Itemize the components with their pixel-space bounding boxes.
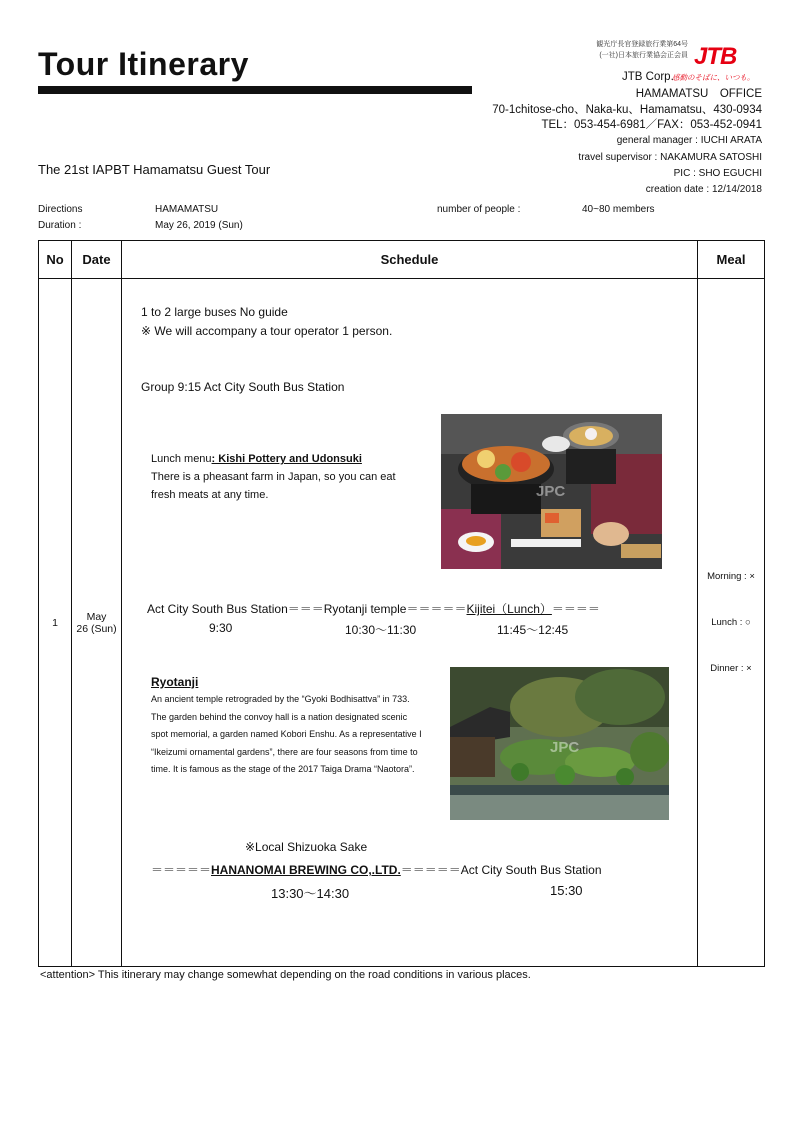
schedule-cell	[122, 279, 698, 967]
header-schedule: Schedule	[122, 241, 698, 279]
page-title: Tour Itinerary	[38, 46, 249, 82]
route-1	[147, 600, 600, 617]
registration-line-2: (一社)日本旅行業協会正会員	[599, 52, 688, 59]
row-date-day: 26 (Sun)	[76, 622, 117, 635]
office-address: 70-1chitose-cho、Naka-ku、Hamamatsu、430-0934	[492, 104, 762, 116]
lunch-desc-line-1: There is a pheasant farm in Japan, so you can eat	[151, 471, 396, 483]
lunch-menu-label: Lunch menu	[151, 453, 212, 465]
route-1-separator-2: ＝＝＝＝＝	[406, 602, 467, 616]
attention-note: <attention> This itinerary may change somewhat depending on the road conditions in various places.	[40, 969, 531, 981]
group-meeting: Group 9:15 Act City South Bus Station	[141, 380, 345, 394]
duration-value: May 26, 2019 (Sun)	[155, 220, 243, 231]
route-1-separator-3: ＝＝＝＝	[551, 602, 600, 616]
header-meal: Meal	[698, 241, 765, 279]
people-label: number of people :	[437, 204, 521, 215]
route-1-stop-2: Ryotanji temple	[323, 602, 407, 616]
people-value: 40~80 members	[582, 204, 655, 215]
meal-dinner: Dinner : ×	[710, 663, 752, 674]
lunch-photo-watermark: JPC	[536, 483, 566, 500]
meal-cell	[698, 279, 765, 967]
creation-date: creation date : 12/14/2018	[645, 184, 762, 195]
meal-lunch: Lunch : ○	[711, 617, 751, 628]
duration-label: Duration :	[38, 220, 82, 231]
route-1-stop-1: Act City South Bus Station	[147, 602, 288, 616]
ryotanji-description: An ancient temple retrograded by the “Gyoki Bodhisattva” in 733. The garden behind the convoy hall is a nation designated scenic spot memorial, a garden named Kobori Enshu. As a representative I “Ikeizumi ornamental gardens”, there are four seasons from time to time. It is famous as the stage of the 2017 Taiga Drama “Naotora”.	[151, 694, 422, 774]
lunch-photo-image	[441, 414, 662, 569]
route-1-stop-3: Kijitei（Lunch）	[466, 602, 552, 616]
header-date: Date	[72, 241, 122, 279]
route-1-time-3: 11:45～12:45	[497, 623, 569, 637]
row-no-value: 1	[52, 616, 58, 629]
title-underline	[38, 86, 472, 94]
directions-label: Directions	[38, 204, 83, 215]
pic: PIC : SHO EGUCHI	[673, 168, 762, 179]
route-2-time-2: 15:30	[550, 883, 583, 898]
operator-note: ※ We will accompany a tour operator 1 person.	[141, 324, 393, 338]
lunch-menu	[151, 453, 362, 465]
ryotanji-photo-watermark: JPC	[550, 739, 580, 756]
route-1-time-2: 10:30～11:30	[345, 623, 417, 637]
table-row	[39, 279, 765, 967]
general-manager: general manager : IUCHI ARATA	[616, 135, 762, 146]
row-date-month: May	[86, 610, 107, 623]
route-2-stop-1: HANANOMAI BREWING CO,.LTD.	[211, 863, 401, 877]
ryotanji-photo	[450, 667, 669, 820]
header-no: No	[39, 241, 72, 279]
travel-supervisor: travel supervisor : NAKAMURA SATOSHI	[578, 152, 762, 163]
table-header-row	[39, 241, 765, 279]
meal-morning: Morning : ×	[707, 571, 755, 582]
registration-line-1: 観光庁長官登録旅行業第64号	[596, 41, 688, 48]
company-name: JTB Corp.	[622, 71, 674, 83]
directions-value: HAMAMATSU	[155, 204, 219, 215]
route-2	[151, 861, 602, 878]
office-name: HAMAMATSU OFFICE	[635, 88, 762, 100]
row-no	[39, 279, 72, 967]
lunch-desc-line-2: fresh meats at any time.	[151, 489, 269, 501]
route-1-time-1: 9:30	[209, 621, 233, 635]
jtb-tagline: 感動のそばに、いつも。	[672, 73, 755, 82]
jtb-logo-text: JTB	[694, 43, 737, 70]
route-2-time-1: 13:30～14:30	[271, 886, 350, 901]
ryotanji-photo-image	[450, 667, 669, 820]
route-2-stop-2: Act City South Bus Station	[460, 863, 602, 877]
office-phone: TEL：053-454-6981／FAX：053-452-0941	[541, 119, 762, 131]
route-1-separator-1: ＝＝＝	[287, 602, 324, 616]
sake-note: ※Local Shizuoka Sake	[245, 840, 368, 854]
lunch-photo	[441, 414, 662, 569]
bus-info: 1 to 2 large buses No guide	[141, 305, 288, 319]
lunch-menu-name: : Kishi Pottery and Udonsuki	[211, 453, 362, 465]
jtb-logo	[694, 42, 742, 72]
tour-name: The 21st IAPBT Hamamatsu Guest Tour	[38, 162, 271, 177]
ryotanji-title: Ryotanji	[151, 675, 199, 689]
route-2-separator-2: ＝＝＝＝＝	[400, 863, 461, 877]
row-date	[72, 279, 122, 967]
itinerary-table	[38, 240, 765, 967]
route-2-separator-1: ＝＝＝＝＝	[151, 863, 212, 877]
